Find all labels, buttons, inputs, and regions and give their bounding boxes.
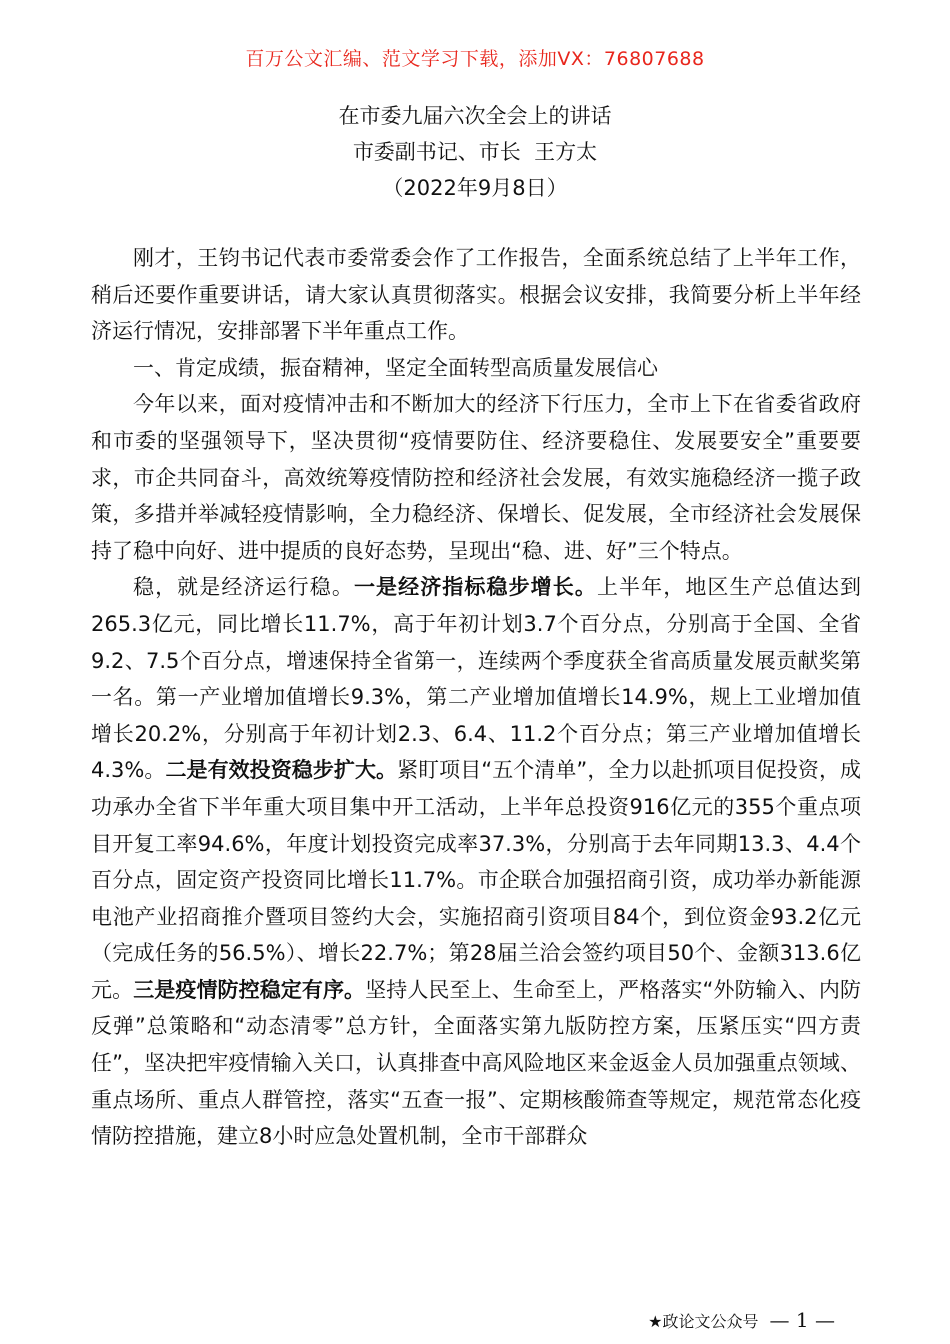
bold-point-3: 三是疫情防控稳定有序。 bbox=[133, 977, 366, 1002]
paragraph-text: 上半年，地区生产总值达到265.3亿元，同比增长11.7%，高于年初计划3.7个百分点，分别高于全国、全省9.2、7.5个百分点，增速保持全省第一，连续两个季度获全省高质量发展贡献奖第一名。第一产业增加值增长9.3%，第二产业增加值增长14.9%，规上工业增加值增长20.2%，分别高于年初计划2.3、6.4、11.2个百分点；第三产业增加值增长4.3%。 bbox=[91, 575, 861, 783]
paragraph-text: 稳，就是经济运行稳。 bbox=[133, 575, 354, 600]
document-header bbox=[0, 98, 950, 206]
footer-source: ★政论文公众号 bbox=[648, 1312, 759, 1331]
paragraph-text: 坚持人民至上、生命至上，严格落实“外防输入、内防反弹”总策略和“动态清零”总方针，全面落实第九版防控方案，压紧压实“四方责任”，坚决把牢疫情输入关口，认真排查中高风险地区来金返金人员加强重点领域、重点场所、重点人群管控，落实“五查一报”、定期核酸筛查等规定，规范常态化疫情防控措施，建立8小时应急处置机制，全市干部群众 bbox=[91, 977, 862, 1149]
paragraph-overview: 今年以来，面对疫情冲击和不断加大的经济下行压力，全市上下在省委省政府和市委的坚强领导下，坚决贯彻“疫情要防住、经济要稳住、发展要安全”重要要求，市企共同奋斗，高效统筹疫情防控和经济社会发展，有效实施稳经济一揽子政策，多措并举减轻疫情影响，全力稳经济、保增长、促发展，全市经济社会发展保持了稳中向好、进中提质的良好态势，呈现出“稳、进、好”三个特点。 bbox=[91, 392, 861, 563]
paragraph-stability bbox=[91, 569, 861, 1155]
bold-point-1: 一是经济指标稳步增长。 bbox=[353, 575, 597, 600]
document-title: 在市委九届六次全会上的讲话 bbox=[338, 104, 612, 128]
document-body bbox=[91, 240, 861, 1155]
speaker-line: 市委副书记、市长 王方太 bbox=[352, 140, 598, 164]
page-footer bbox=[648, 1308, 835, 1334]
date-line: （2022年9月8日） bbox=[382, 176, 568, 200]
page-number: — 1 — bbox=[769, 1308, 835, 1332]
bold-point-2: 二是有效投资稳步扩大。 bbox=[165, 758, 398, 783]
paragraph-intro: 刚才，王钧书记代表市委常委会作了工作报告，全面系统总结了上半年工作，稍后还要作重要讲话，请大家认真贯彻落实。根据会议安排，我简要分析上半年经济运行情况，安排部署下半年重点工作。 bbox=[91, 246, 861, 344]
watermark-banner: 百万公文汇编、范文学习下载，添加VX：76807688 bbox=[245, 48, 705, 70]
section-heading: 一、肯定成绩，振奋精神，坚定全面转型高质量发展信心 bbox=[133, 355, 658, 380]
paragraph-text: 紧盯项目“五个清单”，全力以赴抓项目促投资，成功承办全省下半年重大项目集中开工活动，上半年总投资916亿元的355个重点项目开复工率94.6%，年度计划投资完成率37.3%，分别高于去年同期13.3、4.4个百分点，固定资产投资同比增长11.7%。市企联合加强招商引资，成功举办新能源电池产业招商推介暨项目签约大会，实施招商引资项目84个，到位资金93.2亿元（完成任务的56.5%）、增长22.7%；第28届兰洽会签约项目50个、金额313.6亿元。 bbox=[91, 758, 861, 1002]
